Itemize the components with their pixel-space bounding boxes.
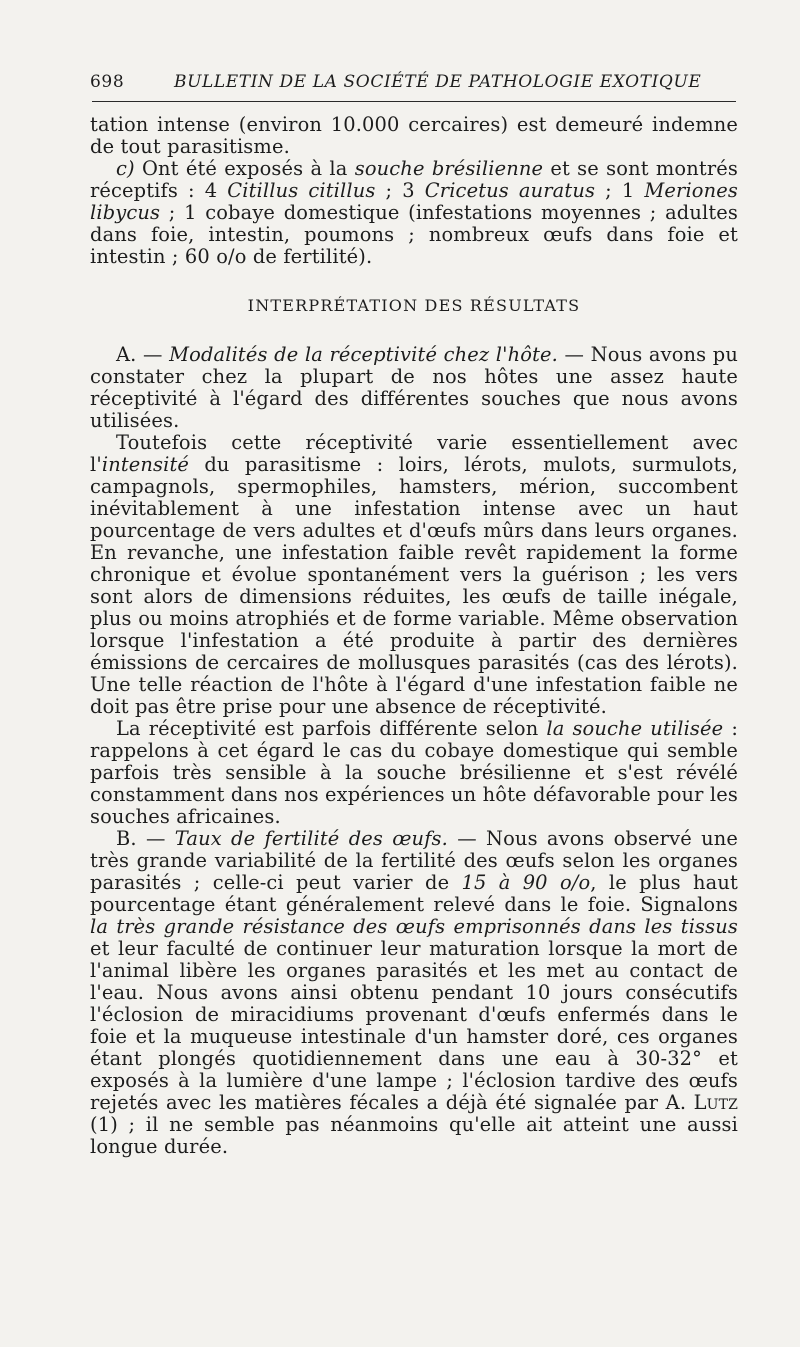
- section-label: B. —: [116, 827, 175, 850]
- item-label: c): [116, 157, 135, 180]
- section-heading: INTERPRÉTATION DES RÉSULTATS: [247, 296, 581, 315]
- emphasis: intensité: [101, 453, 190, 476]
- emphasis: la très grande résistance des œufs emprisonnés dans les tissus: [90, 915, 738, 938]
- paragraph-section-b: B. — Taux de fertilité des œufs. — Nous avons observé une très grande variabilité de la fertilité des œufs selon les organes parasités ; celle-ci peut varier de 15 à 90 o/o, le plus haut pourcentage étant généralement relevé dans le foie. Signalons la très grande résistance des œufs emprisonnés dans les tissus et leur faculté de continuer leur maturation lorsque la mort de l'animal libère les organes parasités et les met au contact de l'eau. Nous avons ainsi obtenu pendant 10 jours consécutifs l'éclosion de miracidiums provenant d'œufs enfermés dans le foie et la muqueuse intestinale d'un hamster doré, ces organes étant plongés quotidiennement dans une eau à 30-32° et exposés à la lumière d'une lampe ; l'éclosion tardive des œufs rejetés avec les matières fécales a déjà été signalée par A. Lutz (1) ; il ne semble pas néanmoins qu'elle ait atteint une aussi longue durée.: [90, 827, 738, 1158]
- paragraph-intensity: Toutefois cette réceptivité varie essentiellement avec l'intensité du parasitisme : loirs, lérots, mulots, surmulots, campagnols, spermophiles, hamsters, mérion, succombent inévitablement à une infestation intense avec un haut pourcentage de vers adultes et d'œufs mûrs dans leurs organes. En revanche, une infestation faible revêt rapidement la forme chronique et évolue spontanément vers la guérison ; les vers sont alors de dimensions réduites, les œufs de taille inégale, plus ou moins atrophiés et de forme variable. Même observation lorsque l'infestation a été produite à partir des dernières émissions de cercaires de mollusques parasités (cas des lérots). Une telle réaction de l'hôte à l'égard d'une infestation faible ne doit pas être prise pour une absence de réceptivité.: [90, 431, 738, 718]
- species-name: Cricetus auratus: [424, 179, 596, 202]
- author-name: Lutz: [693, 1091, 738, 1114]
- emphasis-range: 15 à 90 o/o: [461, 871, 591, 894]
- species-name: Meriones libycus: [90, 179, 738, 224]
- emphasis-strain: souche brésilienne: [354, 157, 544, 180]
- paragraph-brazilian-strain: c) Ont été exposés à la souche brésilienne et se sont montrés réceptifs : 4 Citillus citillus ; 3 Cricetus auratus ; 1 Meriones libycus ; 1 cobaye domestique (infestations moyennes ; adultes dans foie, intestin, poumons ; nombreux œufs dans foie et intestin ; 60 o/o de fertilité).: [90, 157, 738, 268]
- paragraph-continuation: tation intense (environ 10.000 cercaires) est demeuré indemne de tout parasitisme.: [90, 113, 738, 158]
- section-title: Taux de fertilité des œufs.: [174, 827, 448, 850]
- species-name: Citillus citillus: [227, 179, 376, 202]
- journal-title: BULLETIN DE LA SOCIÉTÉ DE PATHOLOGIE EXOTIQUE: [174, 72, 702, 92]
- paragraph-section-a: A. — Modalités de la réceptivité chez l'hôte. — Nous avons pu constater chez la plupart de nos hôtes une assez haute réceptivité à l'égard des différentes souches que nous avons utilisées.: [90, 343, 739, 432]
- section-label: A. —: [116, 343, 170, 366]
- section-title: Modalités de la réceptivité chez l'hôte.: [169, 343, 558, 366]
- emphasis: la souche utilisée: [546, 717, 724, 740]
- article-body: [90, 114, 738, 1158]
- page-number: 698: [90, 72, 125, 92]
- header-rule: [92, 101, 736, 102]
- paragraph-strain-used: La réceptivité est parfois différente selon la souche utilisée : rappelons à cet égard le cas du cobaye domestique qui semble parfois très sensible à la souche brésilienne et s'est révélé constamment dans nos expériences un hôte défavorable pour les souches africaines.: [90, 717, 738, 828]
